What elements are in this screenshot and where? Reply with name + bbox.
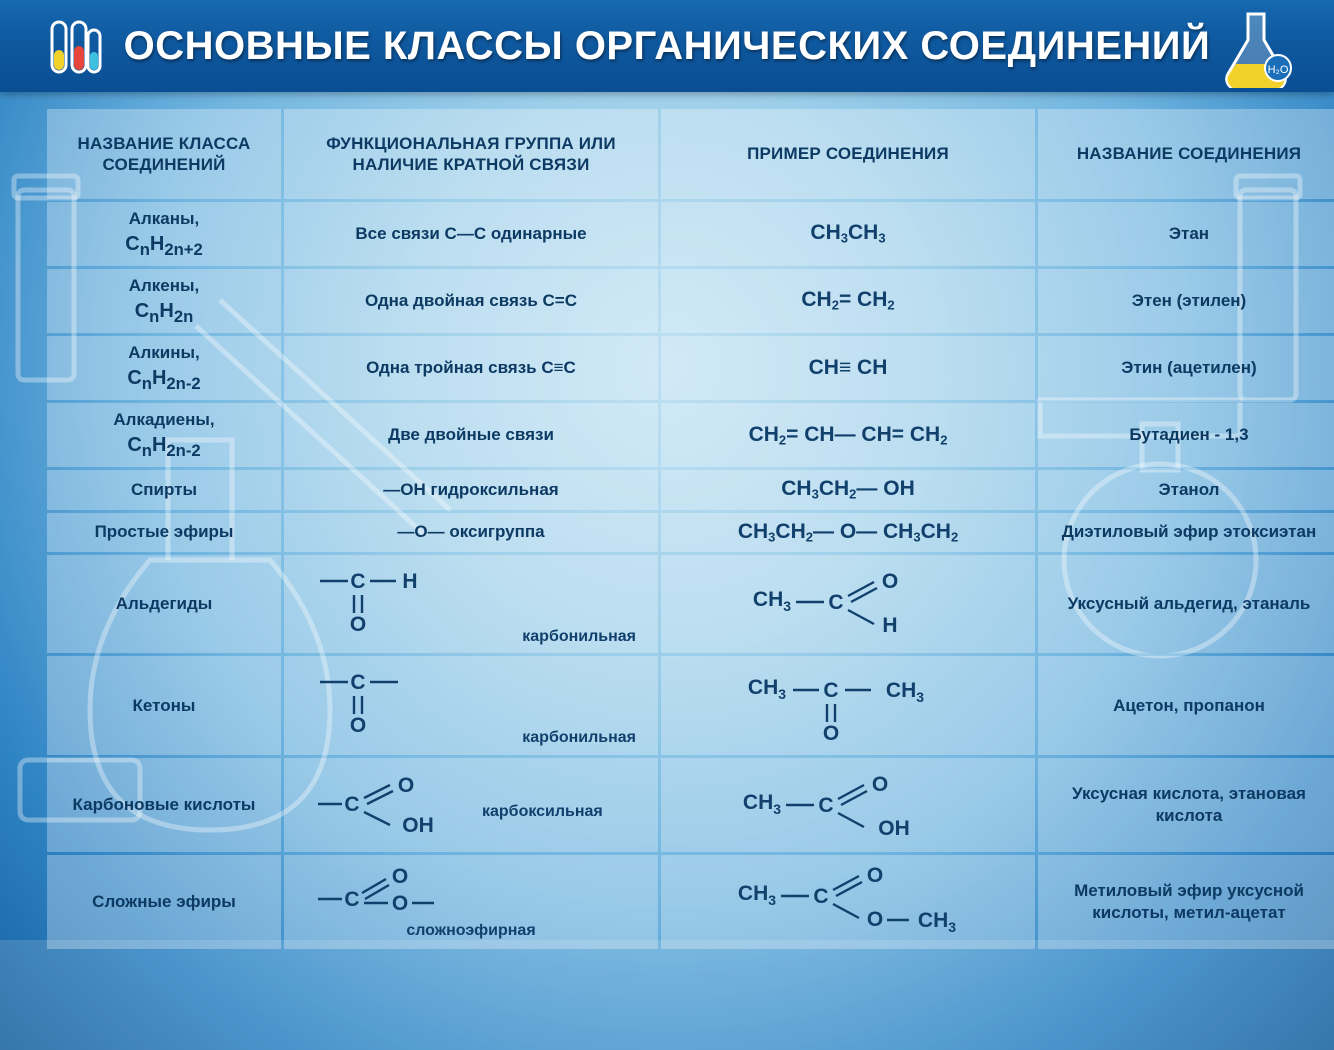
table-head bbox=[47, 109, 1334, 199]
compound-classes-table bbox=[44, 106, 1334, 952]
cell-functional-group: Все связи С—С одинарные bbox=[284, 202, 658, 266]
cell-example bbox=[661, 513, 1035, 552]
cell-class-name: Кетоны bbox=[47, 656, 281, 754]
class-name-text: Алкины, bbox=[128, 343, 200, 363]
svg-text:O: O bbox=[349, 714, 367, 733]
svg-text:C: C bbox=[344, 887, 360, 911]
cell-compound-name: Этан bbox=[1038, 202, 1334, 266]
acetic-acid-structure-drawing bbox=[667, 768, 1029, 842]
class-general-formula: $C_nH_{2n-2}$ bbox=[127, 433, 201, 460]
cell-compound-name: Этин (ацетилен) bbox=[1038, 336, 1334, 400]
cell-class-name: Карбоновые кислоты bbox=[47, 758, 281, 852]
cell-example bbox=[661, 656, 1035, 754]
column-header-compound-name: НАЗВАНИЕ СОЕДИНЕНИЯ bbox=[1038, 109, 1334, 199]
svg-text:C: C bbox=[813, 884, 829, 908]
svg-text:O: O bbox=[866, 863, 884, 887]
table-row bbox=[47, 202, 1334, 266]
acetaldehyde-structure-drawing bbox=[667, 566, 1029, 642]
cell-class-name: Простые эфиры bbox=[47, 513, 281, 552]
class-general-formula: $C_nH_{2n}$ bbox=[134, 299, 194, 326]
cell-class-name: Спирты bbox=[47, 470, 281, 509]
cell-compound-name: Уксусная кислота, этановая кислота bbox=[1038, 758, 1334, 852]
cell-compound-name: Диэтиловый эфир этоксиэтан bbox=[1038, 513, 1334, 552]
svg-text:CH3: $CH_3$ bbox=[917, 908, 957, 935]
cell-example bbox=[661, 555, 1035, 653]
table-header-row bbox=[47, 109, 1334, 199]
cell-functional-group bbox=[284, 656, 658, 754]
svg-text:OH: OH bbox=[402, 813, 434, 837]
svg-text:C: C bbox=[350, 569, 366, 593]
svg-text:O: O bbox=[391, 864, 409, 888]
acetone-structure-drawing bbox=[667, 668, 1029, 744]
svg-text:O: O bbox=[822, 721, 840, 744]
cell-functional-group: Одна двойная связь С=С bbox=[284, 269, 658, 333]
svg-text:CH3: $CH_3$ bbox=[737, 881, 777, 908]
table-row bbox=[47, 336, 1334, 400]
table-row bbox=[47, 555, 1334, 653]
example-formula: $CH_2=$ CH— $CH= CH_2$ bbox=[748, 422, 948, 448]
example-formula: CH≡ CH bbox=[808, 355, 888, 379]
group-label: карбонильная bbox=[522, 729, 636, 747]
table-row bbox=[47, 656, 1334, 754]
table-row bbox=[47, 403, 1334, 467]
carboxyl-group-drawing bbox=[290, 772, 652, 838]
test-tubes-icon bbox=[44, 16, 106, 78]
svg-text:C: C bbox=[344, 792, 360, 816]
svg-text:OH: OH bbox=[878, 816, 910, 840]
group-label: карбонильная bbox=[522, 627, 636, 645]
class-name-text: Алкены, bbox=[128, 276, 200, 296]
cell-compound-name: Бутадиен - 1,3 bbox=[1038, 403, 1334, 467]
svg-text:O: O bbox=[391, 891, 409, 915]
example-formula: $CH_3CH_2—$ O— $CH_3CH_2$ bbox=[737, 519, 959, 545]
svg-text:C: C bbox=[818, 793, 834, 817]
cell-example bbox=[661, 202, 1035, 266]
svg-text:H: H bbox=[882, 614, 898, 638]
cell-example bbox=[661, 336, 1035, 400]
class-name-text: Алканы, bbox=[128, 209, 200, 228]
column-header-example: ПРИМЕР СОЕДИНЕНИЯ bbox=[661, 109, 1035, 199]
cell-functional-group: Одна тройная связь С≡С bbox=[284, 336, 658, 400]
cell-functional-group bbox=[284, 758, 658, 852]
svg-text:O: O bbox=[397, 773, 415, 797]
cell-example bbox=[661, 403, 1035, 467]
svg-text:C: C bbox=[828, 591, 844, 615]
example-formula: $CH_3CH_2—$ OH bbox=[781, 477, 915, 502]
cell-functional-group: —О— оксигруппа bbox=[284, 513, 658, 552]
example-formula: $CH_2= CH_2$ bbox=[801, 288, 895, 314]
svg-text:CH3: $CH_3$ bbox=[747, 675, 787, 702]
cell-class-name bbox=[47, 336, 281, 400]
svg-text:O: O bbox=[349, 612, 367, 631]
cell-compound-name: Этен (этилен) bbox=[1038, 269, 1334, 333]
table-row bbox=[47, 470, 1334, 509]
aldehyde-group-drawing bbox=[290, 561, 652, 631]
cell-example bbox=[661, 470, 1035, 509]
class-general-formula: $C_nH_{2n-2}$ bbox=[127, 366, 201, 393]
svg-text:C: C bbox=[350, 671, 366, 695]
table-row bbox=[47, 269, 1334, 333]
group-label: карбоксильная bbox=[482, 802, 603, 820]
ketone-group-drawing bbox=[290, 662, 652, 732]
table-row bbox=[47, 513, 1334, 552]
column-header-functional-group: ФУНКЦИОНАЛЬНАЯ ГРУППА ИЛИ НАЛИЧИЕ КРАТНОЙ СВЯЗИ bbox=[284, 109, 658, 199]
cell-class-name: Сложные эфиры bbox=[47, 855, 281, 949]
cell-class-name bbox=[47, 403, 281, 467]
column-header-class-name: НАЗВАНИЕ КЛАССА СОЕДИНЕНИЙ bbox=[47, 109, 281, 199]
cell-example bbox=[661, 758, 1035, 852]
table-row bbox=[47, 758, 1334, 852]
svg-text:H₂O: H₂O bbox=[1267, 64, 1289, 76]
class-name-text: Алкадиены, bbox=[113, 410, 215, 430]
cell-compound-name: Этанол bbox=[1038, 470, 1334, 509]
cell-compound-name: Метиловый эфир уксусной кислоты, метил-ацетат bbox=[1038, 855, 1334, 949]
class-general-formula: $C_nH_{2n+2}$ bbox=[125, 232, 203, 259]
cell-compound-name: Ацетон, пропанон bbox=[1038, 656, 1334, 754]
svg-text:H: H bbox=[402, 569, 418, 593]
table-body bbox=[47, 202, 1334, 949]
cell-example bbox=[661, 269, 1035, 333]
cell-compound-name: Уксусный альдегид, этаналь bbox=[1038, 555, 1334, 653]
poster-header bbox=[0, 0, 1334, 92]
svg-text:O: O bbox=[871, 772, 889, 796]
svg-text:CH3: $CH_3$ bbox=[752, 588, 792, 615]
cell-example bbox=[661, 855, 1035, 949]
page-title: ОСНОВНЫЕ КЛАССЫ ОРГАНИЧЕСКИХ СОЕДИНЕНИЙ bbox=[123, 23, 1211, 68]
cell-class-name bbox=[47, 269, 281, 333]
flask-icon bbox=[1214, 8, 1298, 88]
svg-text:CH3: $CH_3$ bbox=[742, 790, 782, 817]
cell-class-name: Альдегиды bbox=[47, 555, 281, 653]
example-formula: $CH_3CH_3$ bbox=[810, 221, 886, 247]
cell-functional-group: Две двойные связи bbox=[284, 403, 658, 467]
ester-group-drawing bbox=[290, 863, 652, 925]
compound-classes-table-wrapper bbox=[44, 106, 1317, 952]
svg-text:CH3: $CH_3$ bbox=[885, 678, 925, 705]
cell-functional-group bbox=[284, 555, 658, 653]
table-row bbox=[47, 855, 1334, 949]
svg-text:O: O bbox=[881, 570, 899, 594]
cell-functional-group bbox=[284, 855, 658, 949]
methyl-acetate-structure-drawing bbox=[667, 862, 1029, 942]
cell-functional-group: —ОН гидроксильная bbox=[284, 470, 658, 509]
group-label: сложноэфирная bbox=[406, 921, 536, 939]
cell-class-name bbox=[47, 202, 281, 266]
svg-text:C: C bbox=[823, 678, 839, 702]
svg-text:O: O bbox=[866, 907, 884, 931]
